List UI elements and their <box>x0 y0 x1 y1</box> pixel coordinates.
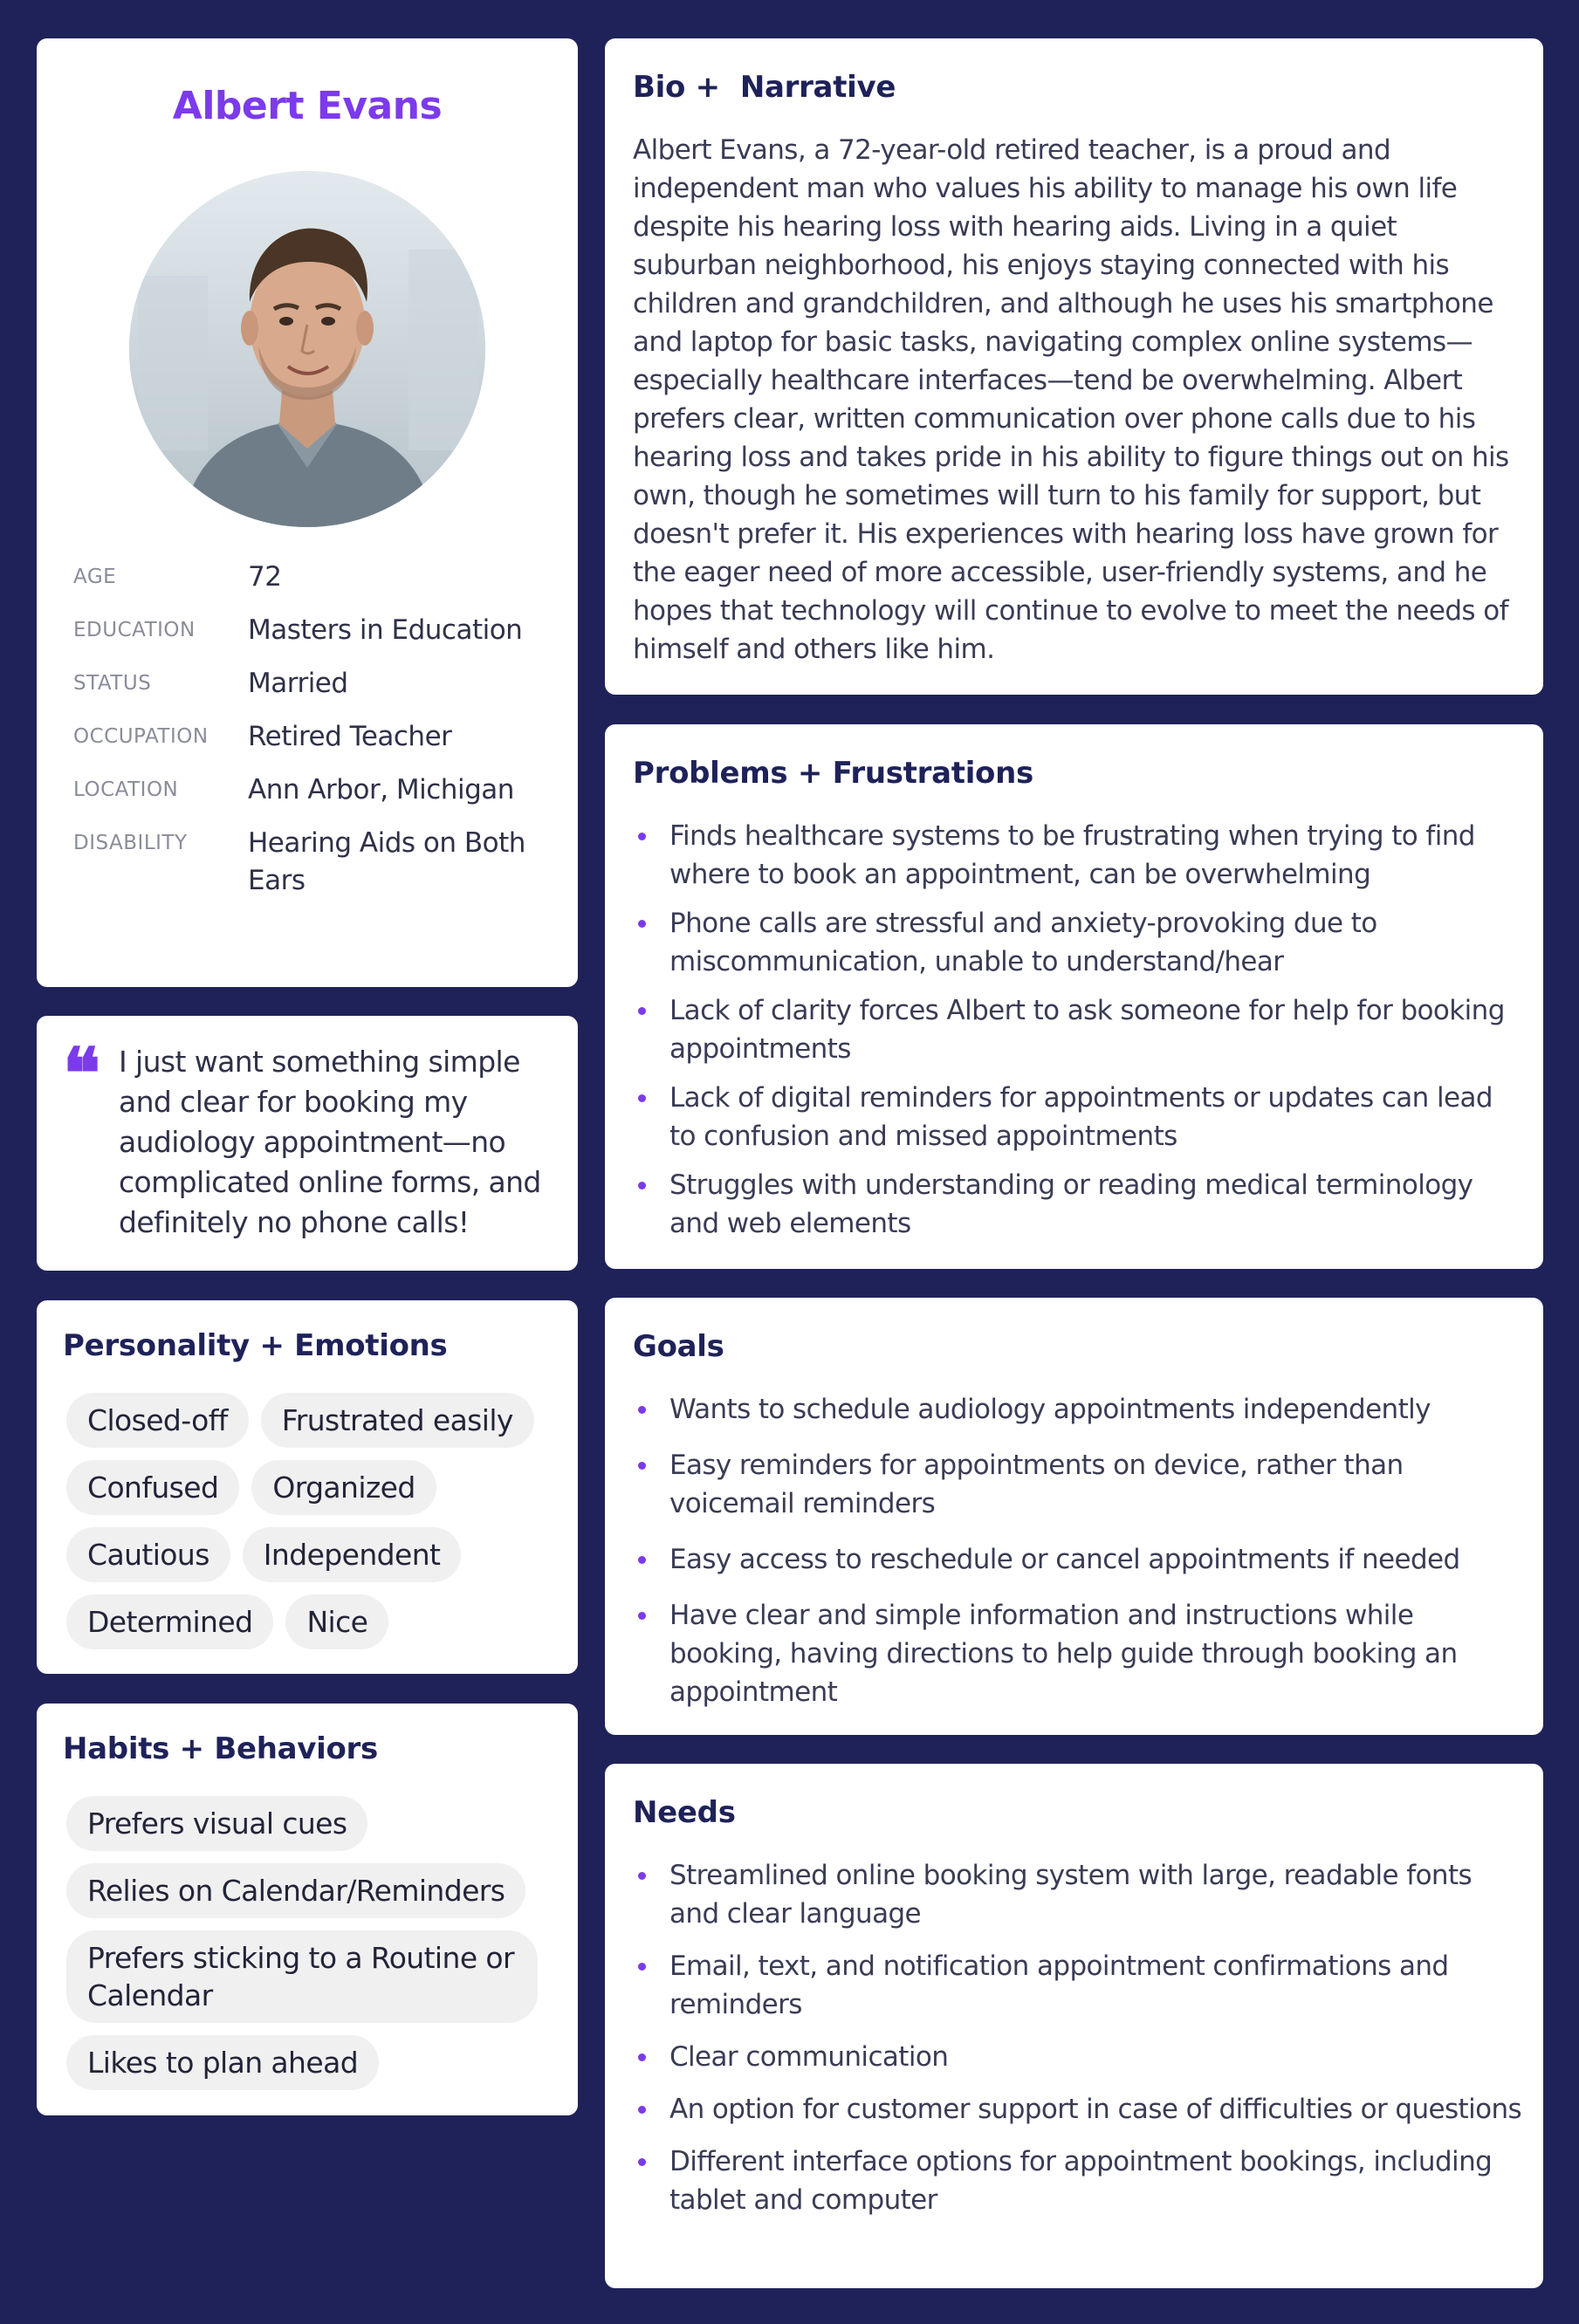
attribute-row <box>73 718 562 756</box>
goals-card <box>605 1298 1543 1735</box>
list-item: Wants to schedule audiology appointments independently <box>633 1390 1523 1429</box>
attribute-value: Hearing Aids on Both Ears <box>248 827 525 896</box>
attribute-row <box>73 665 562 703</box>
trait-chip: Organized <box>251 1460 436 1515</box>
attribute-list <box>73 559 562 915</box>
list-item: Easy reminders for appointments on device, rather than voicemail reminders <box>633 1446 1523 1523</box>
attribute-row <box>73 771 562 809</box>
list-item: Struggles with understanding or reading medical terminology and web elements <box>633 1166 1523 1243</box>
trait-chip: Confused <box>66 1460 239 1515</box>
quote-mark-icon: ❝ <box>63 1032 101 1114</box>
bio-card <box>605 38 1543 695</box>
trait-chip: Frustrated easily <box>261 1393 534 1448</box>
attribute-label: DISABILITY <box>73 832 188 854</box>
list-item: Lack of clarity forces Albert to ask someone for help for booking appointments <box>633 991 1523 1068</box>
avatar <box>129 171 485 527</box>
trait-chip: Closed-off <box>66 1393 249 1448</box>
habits-heading: Habits + Behaviors <box>63 1731 378 1766</box>
attribute-row <box>73 612 562 649</box>
list-item: Different interface options for appointment bookings, including tablet and computer <box>633 2142 1523 2219</box>
problems-heading: Problems + Frustrations <box>633 756 1033 791</box>
list-item: Streamlined online booking system with large, readable fonts and clear language <box>633 1856 1523 1933</box>
list-item: Email, text, and notification appointment confirmations and reminders <box>633 1947 1523 2024</box>
attribute-value: Married <box>248 668 348 699</box>
attribute-label: EDUCATION <box>73 619 196 641</box>
habit-chip: Prefers sticking to a Routine or Calendar <box>66 1930 538 2023</box>
needs-list <box>633 1856 1523 2233</box>
quote-text: I just want something simple and clear for booking my audiology appointment—no complicated online forms, and definitely no phone calls! <box>119 1045 541 1239</box>
attribute-row <box>73 559 562 596</box>
attribute-value: 72 <box>248 561 282 593</box>
list-item: An option for customer support in case of difficulties or questions <box>633 2090 1523 2129</box>
attribute-value: Masters in Education <box>248 614 523 646</box>
list-item: Clear communication <box>633 2038 1523 2076</box>
goals-heading: Goals <box>633 1329 724 1364</box>
needs-card <box>605 1764 1543 2288</box>
attribute-label: AGE <box>73 566 117 588</box>
quote-card <box>37 1016 578 1271</box>
attribute-label: OCCUPATION <box>73 725 209 748</box>
personality-card <box>37 1300 578 1674</box>
goals-list <box>633 1390 1523 1729</box>
profile-card <box>37 38 578 987</box>
habit-chips <box>66 1796 555 2090</box>
avatar-photo <box>129 171 485 527</box>
habit-chip: Relies on Calendar/Reminders <box>66 1863 525 1918</box>
list-item: Lack of digital reminders for appointments or updates can lead to confusion and missed appointments <box>633 1079 1523 1155</box>
bio-heading: Bio + Narrative <box>633 70 896 105</box>
list-item: Have clear and simple information and instructions while booking, having directions to help guide through booking an appointment <box>633 1596 1523 1711</box>
bio-text: Albert Evans, a 72-year-old retired teacher, is a proud and independent man who values his ability to manage his own life despite his hearing loss with hearing aids. Living in a quiet suburban neighborhood, his enjoys staying connected with his children and grandchildren, and although he uses his smartphone and laptop for basic tasks, navigating complex online systems—especially healthcare interfaces—tend be overwhelming. Albert prefers clear, written communication over phone calls due to his hearing loss and takes pride in his ability to figure things out on his own, though he sometimes will turn to his family for support, but doesn't prefer it. His experiences with hearing loss have grown for the eager need of more accessible, user-friendly systems, and he hopes that technology will continue to evolve to meet the needs of himself and others like him. <box>633 134 1509 665</box>
needs-heading: Needs <box>633 1795 736 1830</box>
trait-chip: Cautious <box>66 1527 230 1582</box>
habits-card <box>37 1704 578 2115</box>
trait-chip: Independent <box>243 1527 462 1582</box>
attribute-row <box>73 825 562 900</box>
list-item: Easy access to reschedule or cancel appointments if needed <box>633 1540 1523 1579</box>
problems-card <box>605 724 1543 1269</box>
habit-chip: Likes to plan ahead <box>66 2035 379 2090</box>
personality-chips <box>66 1393 555 1649</box>
trait-chip: Nice <box>285 1594 388 1649</box>
list-item: Phone calls are stressful and anxiety-provoking due to miscommunication, unable to understand/hear <box>633 904 1523 981</box>
trait-chip: Determined <box>66 1594 273 1649</box>
attribute-value: Retired Teacher <box>248 721 452 752</box>
personality-heading: Personality + Emotions <box>63 1328 448 1363</box>
attribute-label: LOCATION <box>73 778 179 801</box>
problems-list <box>633 817 1523 1253</box>
attribute-label: STATUS <box>73 672 152 695</box>
attribute-value: Ann Arbor, Michigan <box>248 774 514 806</box>
persona-name: Albert Evans <box>172 84 443 128</box>
list-item: Finds healthcare systems to be frustrating when trying to find where to book an appointment, can be overwhelming <box>633 817 1523 894</box>
habit-chip: Prefers visual cues <box>66 1796 367 1851</box>
